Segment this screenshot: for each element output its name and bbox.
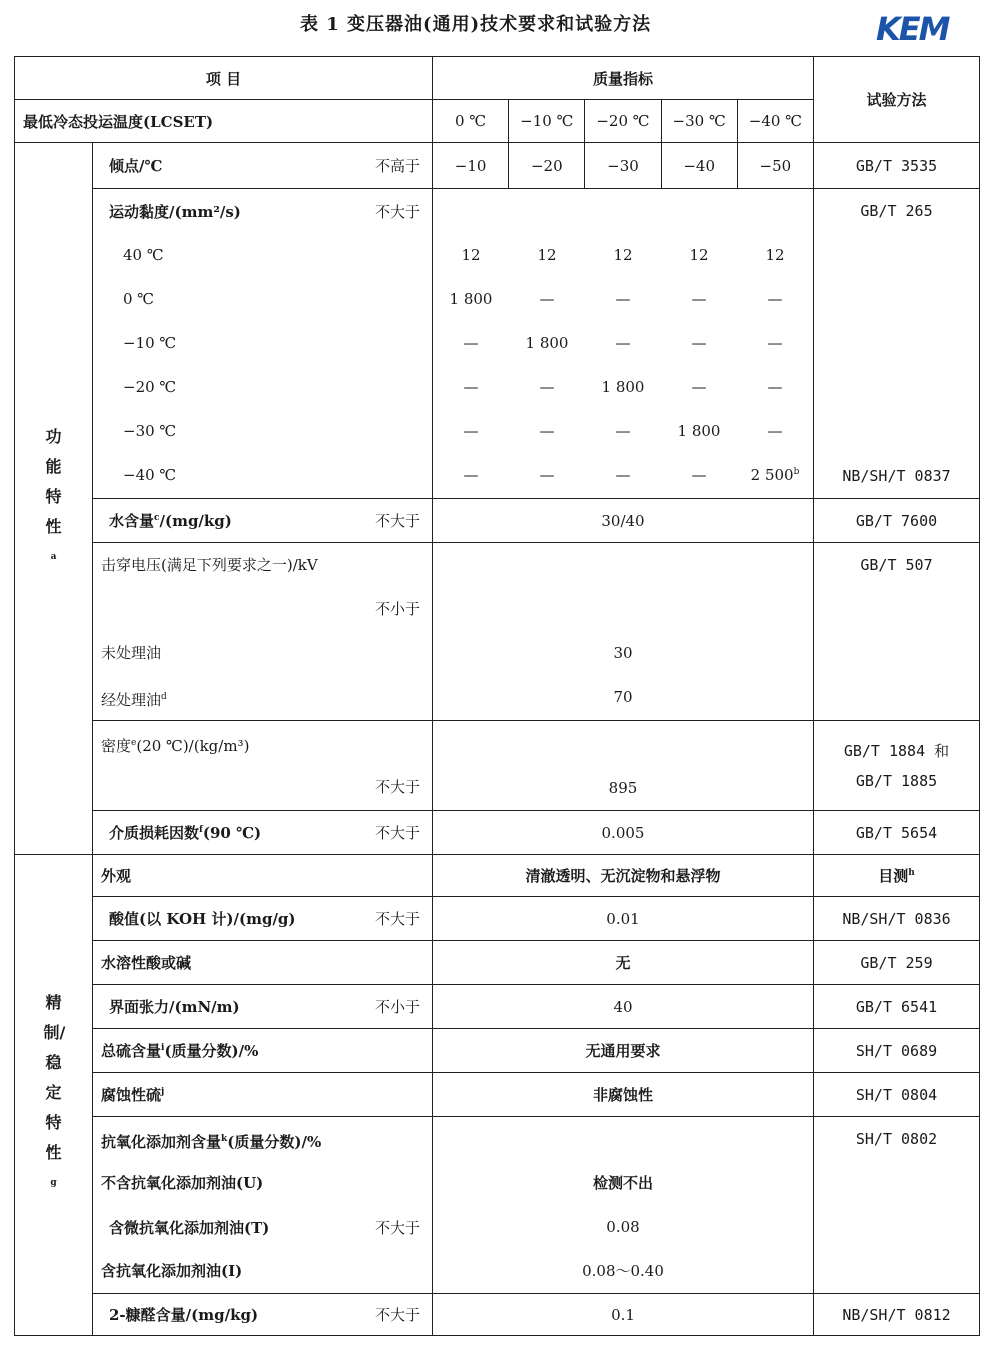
viscosity-req: 不大于 [374, 202, 420, 221]
density-method: GB/T 1884 和 [843, 741, 950, 760]
breakdown-method-cell [814, 543, 980, 721]
viscosity-value: — [463, 422, 479, 440]
dissipation-method: GB/T 5654 [814, 811, 980, 855]
water-unit: /(mg/kg) [159, 512, 232, 530]
temp-header: −30 ℃ [661, 100, 737, 143]
pour-point-value: −30 [585, 143, 661, 189]
corrosive-value: 非腐蚀性 [433, 1073, 814, 1117]
viscosity-value: — [691, 378, 707, 396]
antioxidant-cell [93, 1117, 433, 1294]
treated-oil-label: 经处理油 [101, 691, 162, 709]
pour-point-value: −50 [737, 143, 813, 189]
antioxidant-label: 抗氧化添加剂含量 [101, 1133, 222, 1151]
spec-table [14, 56, 980, 1336]
temp-header: −10 ℃ [509, 100, 585, 143]
viscosity-value: 12 [689, 246, 709, 264]
viscosity-temp: 0 ℃ [123, 290, 155, 308]
acid-cell [93, 897, 433, 941]
viscosity-value: 1 800 [449, 290, 493, 308]
breakdown-cell [93, 543, 433, 721]
footnote-mark: h [908, 868, 915, 878]
water-label: 水含量 [109, 512, 155, 530]
quality-header: 质量指标 [433, 57, 814, 100]
dissipation-value: 0.005 [433, 811, 814, 855]
table-row [15, 721, 980, 811]
appearance-method-cell [814, 855, 980, 897]
viscosity-value: 12 [537, 246, 557, 264]
viscosity-method-cell [814, 189, 980, 499]
pour-point-method: GB/T 3535 [814, 143, 980, 189]
corrosive-label: 腐蚀性硫 [101, 1086, 162, 1104]
header-row [15, 57, 980, 100]
viscosity-value: 2 500 [750, 466, 794, 484]
viscosity-method: GB/T 265 [860, 202, 933, 220]
tension-req: 不小于 [374, 998, 420, 1016]
table-row [15, 1117, 980, 1294]
pour-point-value: −20 [509, 143, 585, 189]
acid-req: 不大于 [374, 910, 420, 928]
water-value: 30/40 [433, 499, 814, 543]
viscosity-value: — [767, 334, 783, 352]
footnote-mark: b [793, 467, 800, 477]
footnote-mark: a [50, 551, 57, 562]
viscosity-value: 12 [613, 246, 633, 264]
density-cell [93, 721, 433, 811]
category-functional [15, 143, 93, 855]
viscosity-value: — [615, 290, 631, 308]
table-row [15, 143, 980, 189]
acid-method: NB/SH/T 0836 [814, 897, 980, 941]
viscosity-value: — [691, 466, 707, 484]
temp-header: −20 ℃ [585, 100, 661, 143]
table-row [15, 543, 980, 721]
treated-oil-value: 70 [613, 688, 633, 706]
furfural-label: 2-糠醛含量/(mg/kg) [109, 1306, 259, 1324]
viscosity-temp: −30 ℃ [123, 422, 177, 440]
breakdown-label: 击穿电压(满足下列要求之一)/kV [101, 556, 318, 574]
viscosity-value: 1 800 [525, 334, 569, 352]
viscosity-values [433, 189, 814, 499]
tension-cell [93, 985, 433, 1029]
appearance-value: 清澈透明、无沉淀物和悬浮物 [433, 855, 814, 897]
dissipation-unit: (90 ℃) [202, 824, 262, 842]
corrosive-cell [93, 1073, 433, 1117]
acid-value: 0.01 [433, 897, 814, 941]
density-value-cell [433, 721, 814, 811]
viscosity-value: 12 [461, 246, 481, 264]
sulfur-value: 无通用要求 [433, 1029, 814, 1073]
tension-value: 40 [433, 985, 814, 1029]
antioxidant-values [433, 1117, 814, 1294]
tension-label: 界面张力/(mN/m) [109, 998, 240, 1016]
antioxidant-method-cell [814, 1117, 980, 1294]
table-row [15, 985, 980, 1029]
water-soluble-value: 无 [433, 941, 814, 985]
pour-point-req: 不高于 [374, 157, 420, 175]
furfural-req: 不大于 [374, 1306, 420, 1324]
viscosity-label: 运动黏度/(mm²/s) [109, 202, 241, 221]
viscosity-value: 1 800 [677, 422, 721, 440]
density-value: 895 [608, 779, 638, 797]
sulfur-unit: (质量分数)/% [164, 1042, 259, 1060]
density-method-2: GB/T 1885 [855, 771, 938, 790]
dissipation-cell [93, 811, 433, 855]
viscosity-value: 12 [765, 246, 785, 264]
footnote-mark: e [131, 738, 137, 748]
water-req: 不大于 [374, 512, 420, 530]
antioxidant-u-value: 检测不出 [592, 1174, 653, 1192]
footnote-mark: i [161, 1043, 165, 1053]
kem-logo: KEM [876, 10, 949, 48]
pour-point-value: −10 [433, 143, 509, 189]
water-soluble-method: GB/T 259 [814, 941, 980, 985]
density-req: 不大于 [374, 778, 420, 796]
table-row [15, 855, 980, 897]
sulfur-cell [93, 1029, 433, 1073]
untreated-oil-label: 未处理油 [101, 644, 162, 662]
pour-point-cell [93, 143, 433, 189]
tension-method: GB/T 6541 [814, 985, 980, 1029]
antioxidant-method: SH/T 0802 [855, 1130, 938, 1148]
viscosity-cell [93, 189, 433, 499]
item-header: 项 目 [15, 57, 433, 100]
viscosity-value: — [691, 334, 707, 352]
antioxidant-unit: (质量分数)/% [227, 1133, 322, 1151]
table-row [15, 1073, 980, 1117]
method-header: 试验方法 [814, 57, 980, 143]
lcset-label: 最低冷态投运温度(LCSET) [15, 100, 433, 143]
untreated-oil-value: 30 [613, 644, 633, 662]
category-refining-label: 精制/稳定特性 [43, 993, 66, 1163]
viscosity-value: — [615, 422, 631, 440]
viscosity-temp: −40 ℃ [123, 466, 177, 484]
appearance-label: 外观 [93, 855, 433, 897]
viscosity-value: — [691, 290, 707, 308]
dissipation-label: 介质损耗因数 [109, 824, 200, 842]
viscosity-value: — [767, 378, 783, 396]
footnote-mark: f [199, 825, 203, 835]
corrosive-method: SH/T 0804 [814, 1073, 980, 1117]
water-soluble-label: 水溶性酸或碱 [93, 941, 433, 985]
document-title: 表 1 变压器油(通用)技术要求和试验方法 [300, 14, 652, 35]
viscosity-value: — [539, 466, 555, 484]
footnote-mark: k [221, 1134, 228, 1144]
viscosity-value: — [615, 334, 631, 352]
antioxidant-i-value: 0.08～0.40 [582, 1262, 664, 1280]
category-functional-label: 功能特性 [45, 426, 62, 536]
footnote-mark: c [154, 513, 160, 523]
density-unit: (20 ℃)/(kg/m³) [136, 737, 250, 755]
furfural-method: NB/SH/T 0812 [814, 1294, 980, 1336]
sulfur-method: SH/T 0689 [814, 1029, 980, 1073]
breakdown-method: GB/T 507 [860, 556, 933, 574]
table-row [15, 189, 980, 499]
antioxidant-t-req: 不大于 [374, 1218, 420, 1237]
viscosity-value: — [463, 466, 479, 484]
antioxidant-u-label: 不含抗氧化添加剂油(U) [101, 1174, 264, 1192]
appearance-method: 目测 [878, 867, 909, 885]
table-row [15, 897, 980, 941]
viscosity-value: — [539, 378, 555, 396]
pour-point-label: 倾点/℃ [109, 157, 163, 175]
viscosity-value: — [463, 334, 479, 352]
viscosity-method-2: NB/SH/T 0837 [842, 467, 951, 485]
temp-header: 0 ℃ [433, 100, 509, 143]
footnote-mark: d [161, 692, 167, 702]
dissipation-req: 不大于 [374, 824, 420, 842]
breakdown-values [433, 543, 814, 721]
footnote-mark: j [161, 1087, 165, 1097]
table-row [15, 941, 980, 985]
viscosity-value: — [539, 290, 555, 308]
viscosity-value: — [767, 422, 783, 440]
viscosity-value: — [615, 466, 631, 484]
viscosity-temp: −10 ℃ [123, 334, 177, 352]
density-method-cell [814, 721, 980, 811]
antioxidant-t-value: 0.08 [606, 1218, 640, 1236]
breakdown-req: 不小于 [374, 600, 420, 618]
footnote-mark: g [50, 1178, 57, 1189]
viscosity-value: — [463, 378, 479, 396]
density-label: 密度 [101, 737, 132, 755]
viscosity-value: — [767, 290, 783, 308]
antioxidant-i-label: 含抗氧化添加剂油(I) [101, 1262, 243, 1280]
viscosity-temp: 40 ℃ [123, 246, 164, 264]
table-row [15, 811, 980, 855]
water-cell [93, 499, 433, 543]
table-row [15, 1294, 980, 1336]
antioxidant-t-label: 含微抗氧化添加剂油(T) [109, 1218, 270, 1237]
furfural-value: 0.1 [433, 1294, 814, 1336]
table-row [15, 499, 980, 543]
viscosity-temp: −20 ℃ [123, 378, 177, 396]
viscosity-value: — [539, 422, 555, 440]
sulfur-label: 总硫含量 [101, 1042, 162, 1060]
temp-header: −40 ℃ [737, 100, 813, 143]
category-refining [15, 855, 93, 1336]
viscosity-value: 1 800 [601, 378, 645, 396]
water-method: GB/T 7600 [814, 499, 980, 543]
pour-point-value: −40 [661, 143, 737, 189]
table-row [15, 1029, 980, 1073]
acid-label: 酸值(以 KOH 计)/(mg/g) [109, 910, 296, 928]
furfural-cell [93, 1294, 433, 1336]
viscosity-value-last [737, 466, 813, 484]
